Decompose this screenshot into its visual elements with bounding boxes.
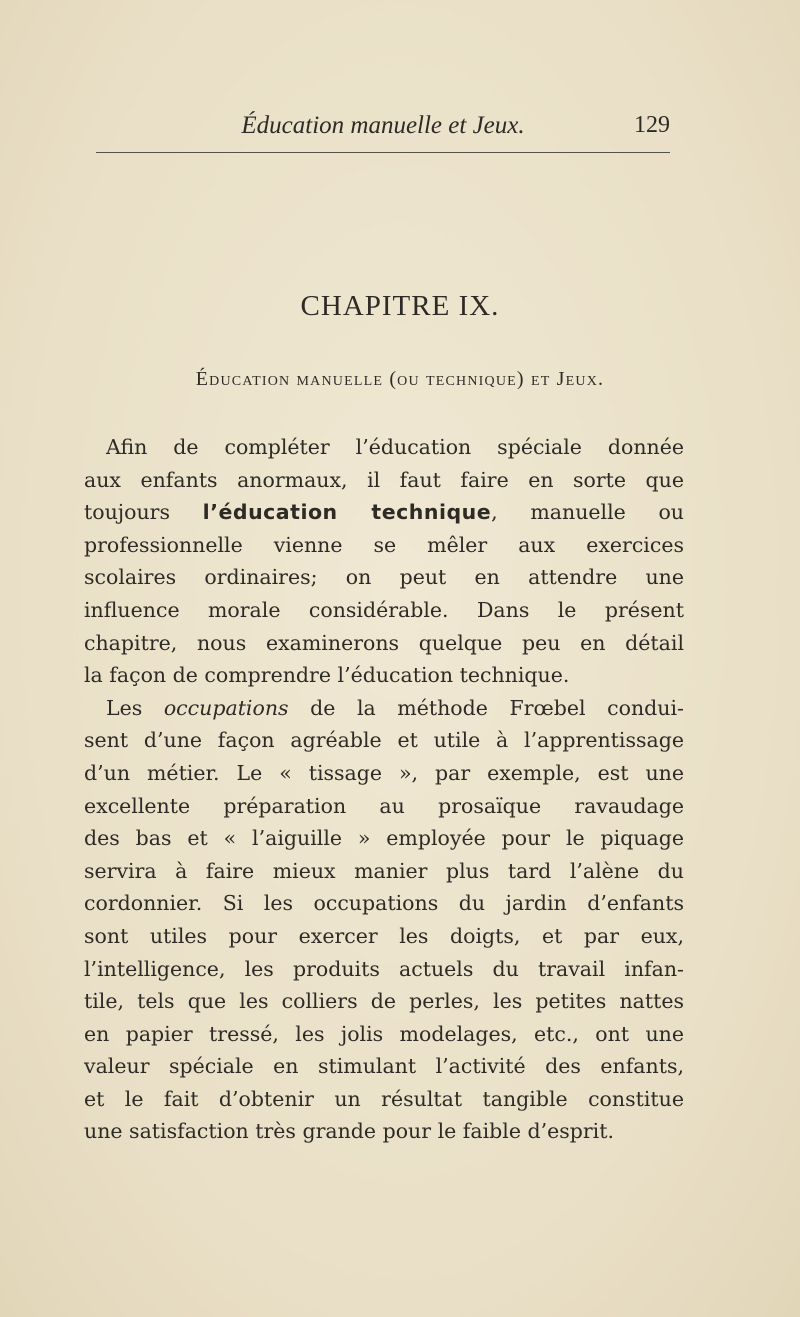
text-line: une satisfaction très grande pour le faible d’esprit. [84, 1119, 614, 1144]
text-run: toujours [84, 500, 203, 525]
text-line: tile, tels que les colliers de perles, les petites nattes [84, 989, 684, 1014]
header-rule [96, 152, 670, 153]
section-title: Éducation manuelle (ou technique) et Jeux. [195, 368, 605, 390]
running-title: Éducation manuelle et Jeux. [241, 112, 525, 139]
text-line: influence morale considérable. Dans le présent [84, 597, 684, 622]
text-line: chapitre, nous examinerons quelque peu en détail [84, 630, 684, 655]
chapter-title: CHAPITRE IX. [300, 290, 500, 322]
text-line: d’un métier. Le « tissage », par exemple, est une [84, 760, 684, 785]
text-line: la façon de comprendre l’éducation technique. [84, 663, 570, 688]
text-line: cordonnier. Si les occupations du jardin d’enfants [84, 891, 684, 916]
emphasis-italic: occupations [163, 695, 289, 720]
text-line: l’intelligence, les produits actuels du travail infan- [84, 956, 684, 981]
text-line: sont utiles pour exercer les doigts, et par eux, [84, 923, 684, 948]
text-run: Les [106, 695, 164, 720]
text-line: excellente préparation au prosaïque ravaudage [84, 793, 684, 818]
text-line: professionnelle vienne se mêler aux exercices [84, 532, 684, 557]
text-line: valeur spéciale en stimulant l’activité des enfants, [84, 1054, 684, 1079]
text-run: , manuelle ou [491, 500, 684, 525]
text-line: Afin de compléter l’éducation spéciale donnée [106, 435, 684, 459]
text-run: de la méthode Frœbel condui- [288, 695, 684, 720]
text-line: des bas et « l’aiguille » employée pour le piquage [84, 826, 684, 851]
text-line: et le fait d’obtenir un résultat tangible constitue [84, 1086, 684, 1111]
emphasis-bold: l’éducation technique [202, 500, 492, 525]
text-line: en papier tressé, les jolis modelages, etc., ont une [84, 1021, 684, 1046]
text-line: servira à faire mieux manier plus tard l’alène du [84, 858, 684, 883]
text-line [84, 496, 684, 529]
text-line: sent d’une façon agréable et utile à l’apprentissage [84, 728, 684, 753]
text-line: scolaires ordinaires; on peut en attendre une [84, 565, 684, 590]
text-line [84, 692, 684, 725]
body-paragraphs [84, 431, 684, 1148]
page-number: 129 [634, 112, 670, 138]
running-header [96, 104, 670, 152]
text-line: aux enfants anormaux, il faut faire en sorte que [84, 467, 684, 492]
